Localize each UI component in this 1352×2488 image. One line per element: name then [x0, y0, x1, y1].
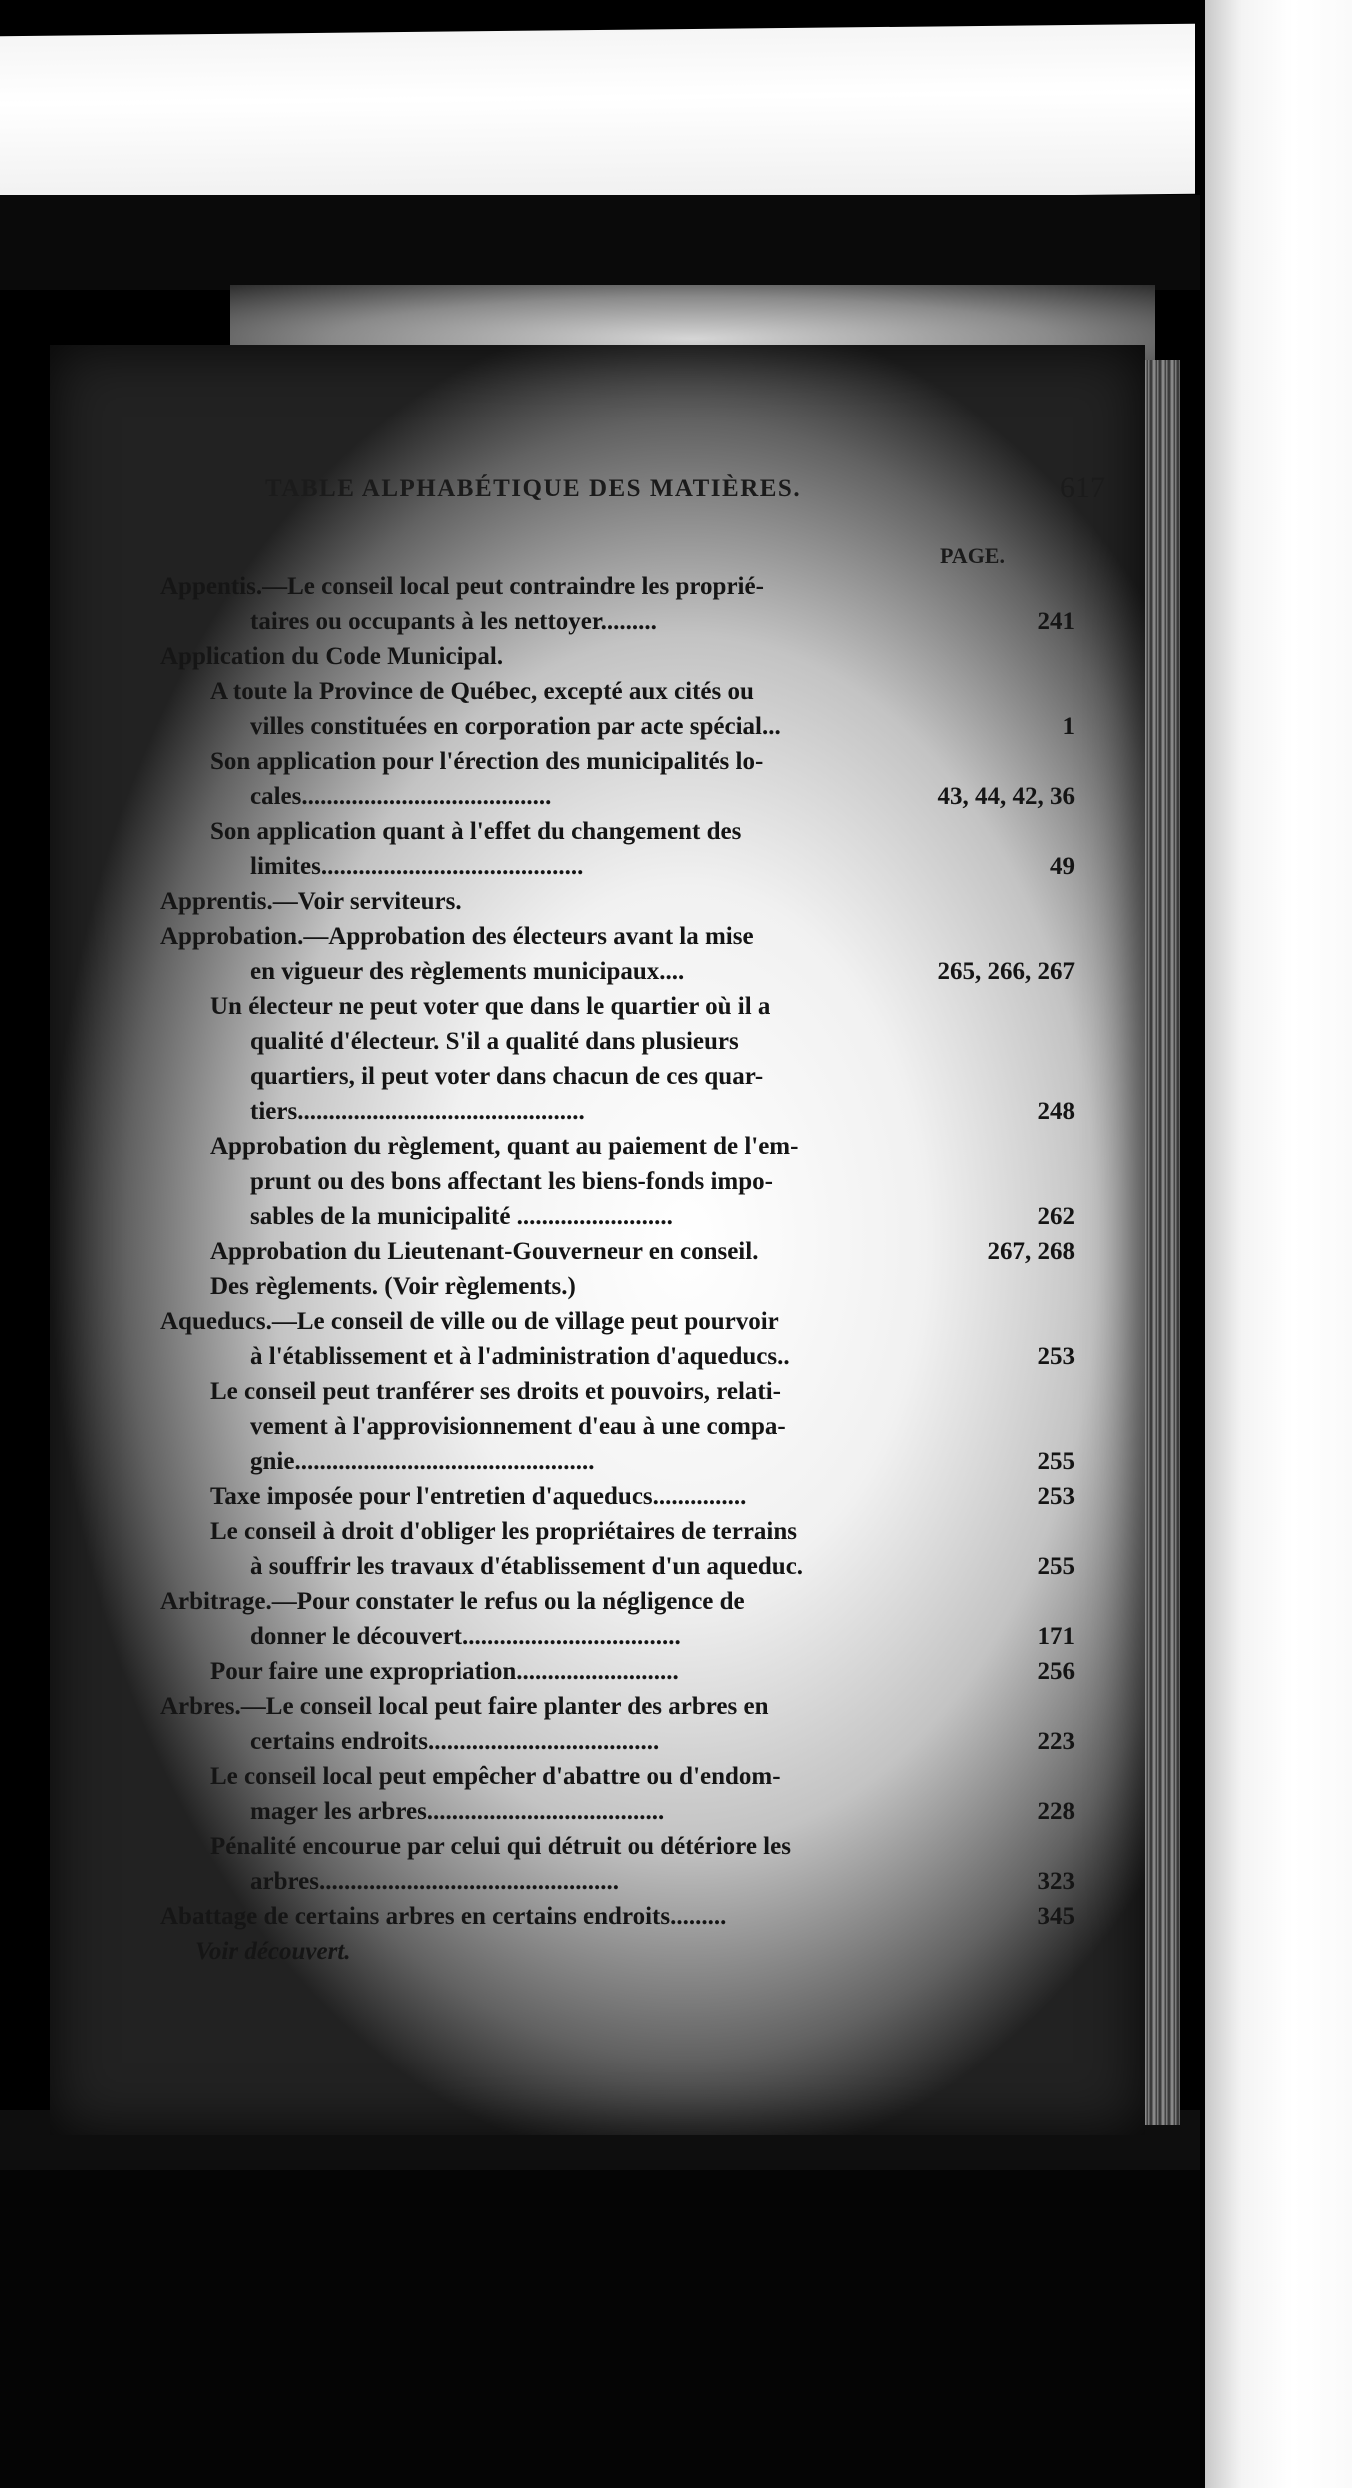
- entry-text: Le conseil peut tranférer ses droits et pouvoirs, relati-: [210, 1378, 781, 1405]
- entry-text: A toute la Province de Québec, excepté aux cités ou: [210, 678, 754, 705]
- dark-band: [0, 195, 1200, 290]
- index-line: [160, 1829, 1075, 1864]
- entry-text: Application du Code Municipal.: [160, 643, 504, 670]
- entry-text: en vigueur des règlements municipaux....: [250, 958, 685, 985]
- entry-text: Arbres.—Le conseil local peut faire planter des arbres en: [160, 1693, 769, 1720]
- page-ref: 345: [1037, 1903, 1075, 1930]
- index-line: [160, 1584, 1075, 1619]
- entry-text: vement à l'approvisionnement d'eau à une compa-: [250, 1413, 786, 1440]
- index-line: [160, 1059, 1075, 1094]
- index-line: [160, 1479, 1075, 1514]
- index-line: [160, 674, 1075, 709]
- page-ref: 253: [1037, 1343, 1075, 1370]
- page-ref: 171: [1037, 1623, 1075, 1650]
- page-number: 617: [1060, 471, 1105, 504]
- index-line: [160, 1234, 1075, 1269]
- scanner-margin: [1205, 0, 1352, 2488]
- entry-text: Pénalité encourue par celui qui détruit ou détériore les: [210, 1833, 791, 1860]
- entry-text: Arbitrage.—Pour constater le refus ou la négligence de: [160, 1588, 745, 1615]
- entry-text: Des règlements. (Voir règlements.): [210, 1273, 576, 1300]
- entry-text: à l'établissement et à l'administration d'aqueducs..: [250, 1343, 790, 1370]
- index-line: [160, 814, 1075, 849]
- index-line: [160, 604, 1075, 639]
- index-line: [160, 1409, 1075, 1444]
- page-ref: 255: [1037, 1553, 1075, 1580]
- index-line: [160, 1549, 1075, 1584]
- index-line: [160, 989, 1075, 1024]
- index-line: [160, 1689, 1075, 1724]
- index-line: [160, 1129, 1075, 1164]
- index-line: [160, 1444, 1075, 1479]
- entry-text: Apprentis.—Voir serviteurs.: [160, 888, 462, 915]
- entry-text: Pour faire une expropriation..........................: [210, 1658, 679, 1685]
- index-line: [160, 919, 1075, 954]
- page-ref: 323: [1037, 1868, 1075, 1895]
- entry-text: qualité d'électeur. S'il a qualité dans plusieurs: [250, 1028, 739, 1055]
- index-line: [160, 1899, 1075, 1934]
- entry-text: gnie................................................: [250, 1448, 595, 1475]
- entry-text: Le conseil local peut empêcher d'abattre ou d'endom-: [210, 1763, 781, 1790]
- page-ref: 262: [1037, 1203, 1075, 1230]
- entry-text: Son application pour l'érection des municipalités lo-: [210, 748, 764, 775]
- running-head: [265, 471, 1105, 515]
- entry-text: Approbation du Lieutenant-Gouverneur en conseil.: [210, 1238, 759, 1265]
- page-ref: 256: [1037, 1658, 1075, 1685]
- bottom-black-area: [0, 2170, 1200, 2488]
- entry-text: Un électeur ne peut voter que dans le quartier où il a: [210, 993, 771, 1020]
- entry-text: Approbation du règlement, quant au paiement de l'em-: [210, 1133, 799, 1160]
- page-ref: 255: [1037, 1448, 1075, 1475]
- index-line: [160, 1304, 1075, 1339]
- index-line: [160, 1654, 1075, 1689]
- index-line: [160, 779, 1075, 814]
- entry-text: prunt ou des bons affectant les biens-fonds impo-: [250, 1168, 773, 1195]
- page-ref: 49: [1050, 853, 1075, 880]
- entry-text: Son application quant à l'effet du changement des: [210, 818, 742, 845]
- index-line: [160, 1024, 1075, 1059]
- index-line: [160, 744, 1075, 779]
- page-ref: 267, 268: [987, 1238, 1075, 1265]
- page-ref: 228: [1037, 1798, 1075, 1825]
- index-line: [160, 884, 1075, 919]
- index-line: [160, 1339, 1075, 1374]
- book-page: [50, 345, 1145, 2135]
- index-line: [160, 1374, 1075, 1409]
- entry-text: cales........................................: [250, 783, 552, 810]
- index-line: [160, 1094, 1075, 1129]
- entry-text: Le conseil à droit d'obliger les propriétaires de terrains: [210, 1518, 797, 1545]
- index-line: [160, 1934, 1075, 1969]
- entry-text: limites..........................................: [250, 853, 584, 880]
- index-list: [160, 569, 1075, 1969]
- page-ref: 253: [1037, 1483, 1075, 1510]
- index-line: [160, 1269, 1075, 1304]
- page-ref: 265, 266, 267: [937, 958, 1075, 985]
- index-line: [160, 1794, 1075, 1829]
- index-line: [160, 954, 1075, 989]
- page-ref: 223: [1037, 1728, 1075, 1755]
- index-line: [160, 1164, 1075, 1199]
- entry-text: sables de la municipalité .........................: [250, 1203, 673, 1230]
- entry-text: donner le découvert...................................: [250, 1623, 681, 1650]
- entry-text: Voir découvert.: [195, 1938, 351, 1965]
- entry-text: Approbation.—Approbation des électeurs avant la mise: [160, 923, 754, 950]
- top-paper-strip: [0, 24, 1195, 207]
- index-line: [160, 1199, 1075, 1234]
- entry-text: à souffrir les travaux d'établissement d'un aqueduc.: [250, 1553, 804, 1580]
- page-ref: 1: [1062, 713, 1075, 740]
- index-line: [160, 709, 1075, 744]
- index-line: [160, 1724, 1075, 1759]
- index-line: [160, 639, 1075, 674]
- pages-column-label: PAGE.: [940, 543, 1005, 568]
- entry-text: tiers..............................................: [250, 1098, 585, 1125]
- entry-text: certains endroits.....................................: [250, 1728, 660, 1755]
- entry-text: Aqueducs.—Le conseil de ville ou de village peut pourvoir: [160, 1308, 779, 1335]
- entry-text: villes constituées en corporation par acte spécial...: [250, 713, 781, 740]
- index-line: [160, 569, 1075, 604]
- index-line: [160, 849, 1075, 884]
- index-line: [160, 1759, 1075, 1794]
- index-line: [160, 1514, 1075, 1549]
- entry-text: Abattage de certains arbres en certains endroits.........: [160, 1903, 727, 1930]
- index-line: [160, 1864, 1075, 1899]
- entry-text: mager les arbres......................................: [250, 1798, 665, 1825]
- entry-text: arbres................................................: [250, 1868, 619, 1895]
- page-ref: 241: [1037, 608, 1075, 635]
- page-ref: 248: [1037, 1098, 1075, 1125]
- entry-text: Taxe imposée pour l'entretien d'aqueducs...............: [210, 1483, 747, 1510]
- page-ref: 43, 44, 42, 36: [937, 783, 1075, 810]
- entry-text: Appentis.—Le conseil local peut contraindre les proprié-: [160, 573, 764, 600]
- running-title: TABLE ALPHABÉTIQUE DES MATIÈRES.: [265, 475, 802, 502]
- index-line: [160, 1619, 1075, 1654]
- entry-text: quartiers, il peut voter dans chacun de ces quar-: [250, 1063, 764, 1090]
- entry-text: taires ou occupants à les nettoyer.........: [250, 608, 657, 635]
